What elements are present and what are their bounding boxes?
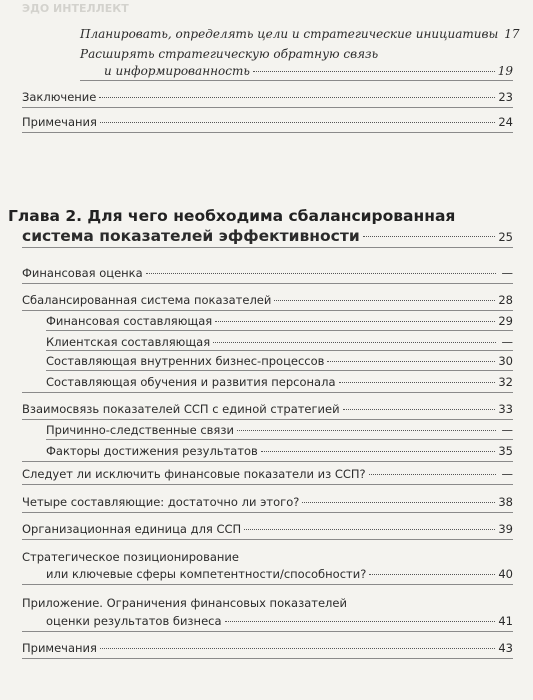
toc-entry-page: 38 [498,495,513,509]
toc-entry[interactable] [22,115,513,129]
divider [22,631,513,632]
toc-entry-label: или ключевые сферы компетентности/способности? [46,567,367,581]
toc-entry-label: Следует ли исключить финансовые показатели из ССП? [22,467,366,481]
chapter-title-line1[interactable]: Глава 2. Для чего необходима сбалансированная [8,207,456,225]
divider [22,247,513,248]
toc-entry-label: оценки результатов бизнеса [46,614,222,628]
toc-entry-page: 28 [498,293,513,307]
toc-entry-label: Клиентская составляющая [46,335,211,349]
leader-dots [261,450,496,452]
toc-entry-label: Примечания [22,641,97,655]
toc-entry[interactable] [22,266,513,280]
divider [22,283,513,284]
toc-entry-label: Финансовая оценка [22,266,143,280]
toc-subentry[interactable] [46,375,513,389]
toc-entry[interactable] [80,27,520,41]
toc-entry-label: Составляющая внутренних бизнес-процессов [46,354,325,368]
toc-entry-label: Факторы достижения результатов [46,444,258,458]
leader-dots [369,473,496,475]
leader-dots [274,299,495,301]
divider [22,310,513,311]
chapter-title-label: система показателей эффективности [22,227,360,245]
chapter-page: 25 [498,230,513,244]
divider [22,658,513,659]
toc-entry[interactable] [22,495,513,509]
divider [22,484,513,485]
leader-dots [244,528,495,530]
toc-entry[interactable] [22,90,513,104]
toc-entry-label: Организационная единица для ССП [22,522,242,536]
leader-dots [237,429,496,431]
toc-entry[interactable] [22,522,513,536]
divider [80,80,513,81]
leader-dots [339,381,496,383]
toc-entry[interactable] [104,64,513,78]
toc-entry[interactable] [22,402,513,416]
toc-entry-page: 39 [498,522,513,536]
toc-entry-label: Причинно-следственные связи [46,423,234,437]
toc-entry[interactable] [22,467,513,481]
toc-entry-label-line1[interactable]: Стратегическое позиционирование [22,550,239,564]
toc-entry-label: Планировать, определять цели и стратегические инициативы [80,27,499,41]
toc-entry-label: и информированность [104,64,250,78]
toc-entry-label: Примечания [22,115,97,129]
toc-entry-label: Взаимосвязь показателей ССП с единой стратегией [22,402,340,416]
toc-entry-page: 32 [498,375,513,389]
divider [46,350,513,351]
divider [22,419,513,420]
divider [22,392,513,393]
divider [22,584,513,585]
toc-entry[interactable] [46,614,513,628]
divider [46,330,513,331]
toc-entry-page: 23 [498,90,513,104]
toc-entry-label-line1[interactable]: Расширять стратегическую обратную связь [80,47,379,61]
toc-subentry[interactable] [46,335,513,349]
toc-entry-page: 19 [497,64,513,78]
toc-entry-page: 40 [498,567,513,581]
leader-dots [369,573,495,575]
toc-subentry[interactable] [46,444,513,458]
toc-entry-page: 29 [498,314,513,328]
divider [46,439,513,440]
leader-dots [343,408,496,410]
leader-dots [363,236,496,237]
divider [22,461,513,462]
toc-entry-page: — [501,467,513,481]
leader-dots [302,501,495,503]
toc-subentry[interactable] [46,354,513,368]
leader-dots [99,96,495,98]
toc-entry[interactable] [22,293,513,307]
toc-entry-label: Составляющая обучения и развития персонала [46,375,336,389]
chapter-title-line2[interactable] [22,227,513,245]
toc-subentry[interactable] [46,423,513,437]
toc-entry[interactable] [46,567,513,581]
toc-entry-page: 24 [498,115,513,129]
toc-entry-page: 33 [498,402,513,416]
cut-off-header: ЭДО ИНТЕЛЛЕКТ [22,2,129,15]
toc-entry-label: Сбалансированная система показателей [22,293,272,307]
toc-entry-page: 35 [498,444,513,458]
toc-entry-page: 41 [498,614,513,628]
leader-dots [253,70,495,72]
toc-entry-label: Четыре составляющие: достаточно ли этого? [22,495,300,509]
leader-dots [225,620,496,622]
toc-subentry[interactable] [46,314,513,328]
divider [22,132,513,133]
toc-entry-label-line1[interactable]: Приложение. Ограничения финансовых показателей [22,596,347,610]
leader-dots [100,647,495,649]
toc-entry-page: — [501,335,513,349]
toc-entry-page: 17 [504,27,520,41]
toc-entry-page: — [501,423,513,437]
leader-dots [215,320,495,322]
leader-dots [327,360,495,362]
leader-dots [100,121,495,123]
divider [22,107,513,108]
toc-entry-label: Финансовая составляющая [46,314,213,328]
divider [46,370,513,371]
toc-entry-page: 43 [498,641,513,655]
leader-dots [213,341,496,343]
divider [22,539,513,540]
divider [22,512,513,513]
toc-entry-label: Заключение [22,90,97,104]
toc-entry-page: — [501,266,513,280]
toc-entry[interactable] [22,641,513,655]
toc-entry-page: 30 [498,354,513,368]
leader-dots [146,272,496,274]
